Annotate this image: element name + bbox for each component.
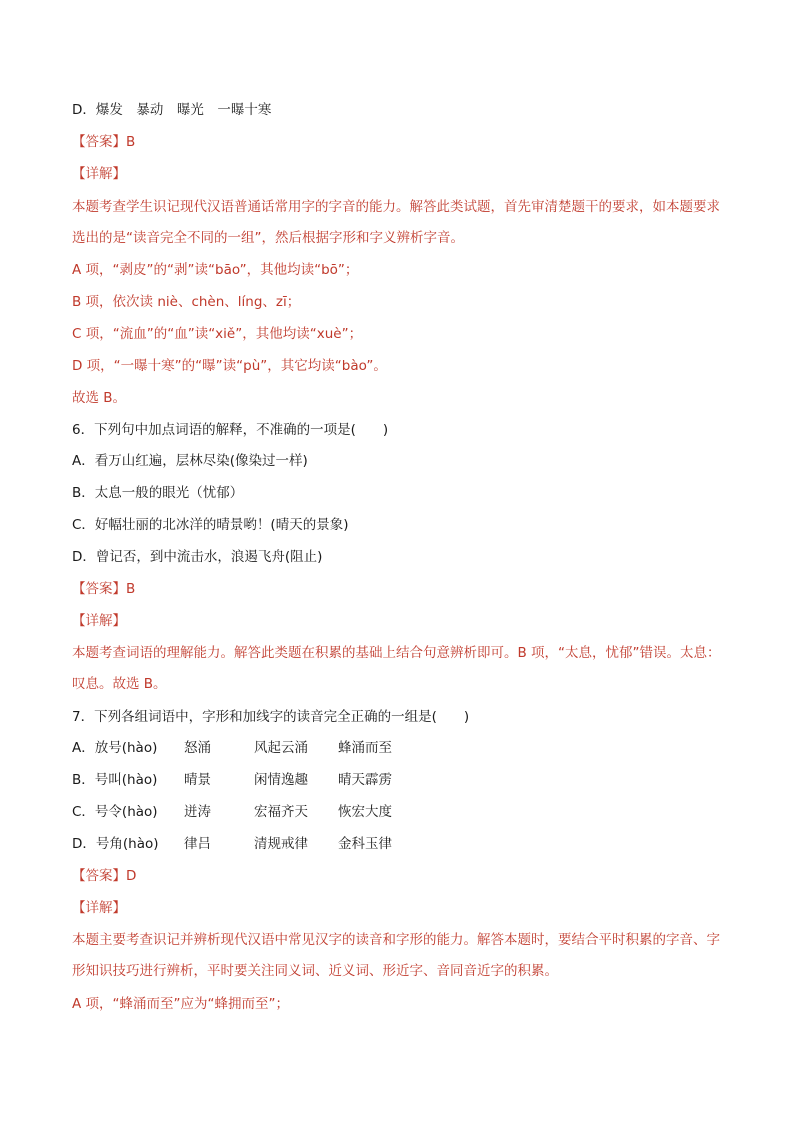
q7-answer: 【答案】D xyxy=(72,868,137,884)
q6-option-b: B．太息一般的眼光（忧郁） xyxy=(72,485,244,501)
q7-option-label: C．号令(hào) xyxy=(72,804,158,820)
q5-detail-heading: 【详解】 xyxy=(72,166,126,182)
q7-word: 迸涛 xyxy=(184,804,211,820)
q6-answer: 【答案】B xyxy=(72,581,136,597)
q5-explanation: 本题考查学生识记现代汉语普通话常用字的字音的能力。解答此类试题，首先审清楚题干的要求，如本题要求选出的是“读音完全不同的一组”，然后根据字形和字义辨析字音。 xyxy=(72,199,720,246)
q5-analysis-a: A 项，“剥皮”的“剥”读“bāo”，其他均读“bō”； xyxy=(72,262,359,278)
q7-word: 怒涌 xyxy=(184,740,211,756)
q7-stem: 7．下列各组词语中，字形和加线字的读音完全正确的一组是( ) xyxy=(72,709,470,725)
q7-word: 律吕 xyxy=(184,836,211,852)
q7-explanation: 本题主要考查识记并辨析现代汉语中常见汉字的读音和字形的能力。解答本题时，要结合平时积累的字音、字形知识技巧进行辨析，平时要关注同义词、近义词、形近字、音同音近字的积累。 xyxy=(72,932,720,979)
q7-option-label: A．放号(hào) xyxy=(72,740,158,756)
q7-option-c xyxy=(72,802,458,822)
q7-detail-heading: 【详解】 xyxy=(72,900,126,916)
q7-word: 风起云涌 xyxy=(254,740,308,756)
q6-option-c: C．好幅壮丽的北冰洋的晴景哟！(晴天的景象) xyxy=(72,517,349,533)
q7-option-d xyxy=(72,834,458,854)
q7-word: 恢宏大度 xyxy=(338,804,392,820)
q7-option-label: D．号角(hào) xyxy=(72,836,159,852)
q7-word: 闲情逸趣 xyxy=(254,772,308,788)
q6-option-a: A．看万山红遍，层林尽染(像染过一样) xyxy=(72,453,308,469)
q5-answer: 【答案】B xyxy=(72,134,136,150)
q7-option-a xyxy=(72,738,458,758)
q7-word: 金科玉律 xyxy=(338,836,392,852)
q7-analysis-a: A 项，“蜂涌而至”应为“蜂拥而至”； xyxy=(72,996,290,1012)
q7-word: 晴天霹雳 xyxy=(338,772,392,788)
q7-option-b xyxy=(72,770,458,790)
q6-detail-heading: 【详解】 xyxy=(72,613,126,629)
q7-word: 晴景 xyxy=(184,772,211,788)
q7-word: 清规戒律 xyxy=(254,836,308,852)
q5-analysis-c: C 项，“流血”的“血”读“xiě”，其他均读“xuè”； xyxy=(72,326,363,342)
q7-word: 蜂涌而至 xyxy=(338,740,392,756)
q5-option-d: D．爆发 暴动 曝光 一曝十寒 xyxy=(72,102,272,118)
q7-word: 宏福齐天 xyxy=(254,804,308,820)
q6-explanation: 本题考查词语的理解能力。解答此类题在积累的基础上结合句意辨析即可。B 项，“太息，忧郁”错误。太息：叹息。故选 B。 xyxy=(72,645,721,692)
q5-analysis-d: D 项，“一曝十寒”的“曝”读“pù”，其它均读“bào”。 xyxy=(72,358,387,374)
q5-conclusion: 故选 B。 xyxy=(72,390,127,406)
q6-option-d: D．曾记否，到中流击水，浪遏飞舟(阻止) xyxy=(72,549,323,565)
q6-stem: 6．下列句中加点词语的解释，不准确的一项是( ) xyxy=(72,422,389,438)
q7-option-label: B．号叫(hào) xyxy=(72,772,158,788)
q5-analysis-b: B 项，依次读 niè、chèn、líng、zī； xyxy=(72,294,301,310)
